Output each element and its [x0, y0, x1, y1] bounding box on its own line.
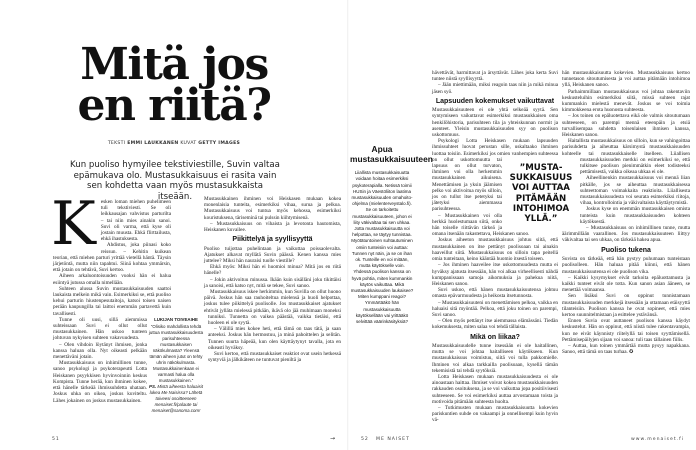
- paragraph: – Jos ihminen haaveilee itse uskottomuudesta mutta ei hyväksy ajatusta itsessään, hän voi alkaa virheellisesti nähdä kumppanissaan samoja aikomuksia ja pahekua niitä, Heiskanen sanoo.: [432, 262, 558, 287]
- paragraph: – Välillä mies kokee heti, että tämä on taas tätä, ja saan anteeksi. Joskus hän hermostuu, ja minä pahoittelen ja selitän. Tunnen suurta häpeää, kun olen käyttäytynyt tavalla, jota en oikeasti hyväksy.: [208, 326, 341, 351]
- paragraph: esken loman miehen puhelimeen tuli tekstiviesti. Se oli leikkausajan vahvistus parturilta – tai niin mies ainakin sanoi. Suvi oli varma, että kyse oli jostain muusta. Ehkä flirttailusta, ehkä ihastuksesta.: [100, 199, 171, 243]
- page-number-right: 52: [361, 437, 369, 442]
- paragraph: Haitallista mustasukkaisuus on silloin, kun se vahingoittaa parisuhdetta ja aiheuttaa kärsimystä mustasukkaisuuden kohteelle tai mustasukkaiselle itselleen. Liiallisen mustasukkaisuuden merkki on esimerkiksi se, että tulkitsee puolison pienimmätkin eleet todisteeksi pettämisestä, vaikka oikeaa uhkaa ei ole.: [562, 138, 690, 176]
- paragraph: Joskus kyse on enemmän mustasukkaisen omista tunteista kuin mustasukkaisuuden kohteen käytöksestä.: [580, 206, 690, 225]
- paragraph: Puoliso tuijottaa puhelintaan ja vaikuttaa poissaolevalta. Ajatukset alkavat myllätä Suvin päässä. Kenen kanssa mies juttelee? Miksi hän nauraisi tuolle viestille?: [204, 245, 341, 265]
- pull-quote: ”MUSTA-SUKKAISUUS VOI AUTTAA PITÄMÄÄN INTOHIMOA YLLÄ.”: [509, 163, 573, 225]
- end-mark-icon: ✪: [629, 349, 634, 356]
- byline: [0, 141, 348, 146]
- author: EMMI LAUKKANEN: [127, 141, 179, 146]
- callout-ps: Mistä aiheesta haluaisit lukea Me Naisissa? Lähetä toiveesi osoitteeseen menaiset.fi/palaute tai menaiset@sanoma.com!: [149, 384, 203, 413]
- help-sidebar: [350, 144, 433, 325]
- paragraph: – Olen vihdoin löytänyt ihmisen, jonka kanssa haluan olla. Nyt oikeasti pelkään menettäväni jotain.: [53, 341, 147, 361]
- subheading: Puoliso tukena: [601, 246, 651, 254]
- paragraph: Ennen Suvia ovat auttaneet puolison kanssa käydyt keskustelut. Hän on oppinut, että niistä tulee rakentavampia, kun ne eivät käynnisty riitelyllä tai toisen syyttämisellä. Pettämisepäilyjen sijaan voi sanoa: tuli taas tällainen fiilis.: [562, 318, 690, 343]
- ps-label: PS.: [149, 384, 157, 389]
- subheading: Mikä on liikaa?: [470, 333, 520, 341]
- paragraph: Mustasukkainen ihminen voi Heiskasen mukaan kokea monenlaisia tunteita, esimerkiksi vihaa, surua ja pelkoa. Mustasukkaisuus voi tuntua myös kehossa, esimerkiksi kouristuksena, täriseminä tai pulssin kiihtymisenä.: [204, 196, 341, 221]
- gutter: [347, 0, 349, 450]
- paragraph: – Kaikki kysymykset eivät tarkoita epäluottamusta ja kaikki tunteet eivät ole totta. Kun sanon asian ääneen, se menettää voimaansa.: [562, 274, 690, 294]
- subheading: Piikittelyä ja syyllisyyttä: [232, 236, 313, 244]
- paragraph: Suhteen alussa Suvin mustasukkaisuuden saattoi laukaista melkein mikä vain. Esimerkiksi se, että puoliso kehui parturin hiustenpesutaitoja, katsoi toisen naisen perään kaupungilla tai laittoi enemmän partavettä kuin tavallisesti.: [53, 285, 171, 317]
- byline-photo-label: KUVAT: [180, 141, 197, 146]
- paragraph: – Jos toinen on epäluotettava eikä ole valmis sitoutumaan suhteeseen, on parempi mennä eteenpäin ja etsiä turvallisempaa suhdetta toisenlaisen ihmisen kanssa, Heiskanen sanoo.: [562, 113, 690, 139]
- paragraph: Mustasukkaisuuteen ei ole yhtä selkeää syytä. Sen syntymiseen vaikuttavat esimerkiksi mustasukkaisen oma henkilöhistoria, parisuhteen tila ja yhteiskunnan normit ja asenteet. Yleisin mustasukkaisuuden syy on puolison uskottomuus.: [432, 107, 558, 139]
- magazine-name: ME NAISET: [376, 437, 410, 442]
- paragraph: Psykologi Lotta Heiskasen mukaan lapsuuden ihmissuhteet luovat perustan sille, uskaltaako ihminen luottaa toisiin. Esimerkiksi jos omien vanhempien suhteessa on ollut uskottomuutta tai lapsuus on ollut turvaton, ihminen voi olla herkemmin mustasukkainen aikuisena. Menettämisen ja yksin jäämisen pelko voi aktivoitua myös silloin, jos on tullut itse petetyksi tai jätetyksi aiemmassa parisuhteessa.: [432, 138, 558, 213]
- paragraph: Aiheen arkaluontoisuuden vuoksi hän ei halua esiintyä jutussa omalla nimellään.: [53, 273, 171, 286]
- paragraph: – Mustasukkaisuus on vihaista ja levotonta hautomista, Heiskanen kuvailee.: [204, 220, 341, 234]
- paragraph: – Mustasukkainen voi olla herkkä huolestumaan siitä, onko hän toiselle riittävän tärkeä ja omana itsenään rakastettava, Heiskanen sanoo.: [432, 212, 530, 238]
- paragraph: Lotta Heiskasen mukaan mustasukkaisuudesta ei ole ainoastaan haittaa. Ihmiset voivat kokea mustasukkaisuuden rakkauden osoituksena, ja se voi vaikuttaa jopa positiivisesti suhteeseen. Se voi esimerkiksi auttaa arvostamaan toista ja motivoida pitämään suhteesta huolta.: [432, 373, 558, 405]
- paragraph: – Mustasukkaisuuteni on menettämisen pelkoa, vaikka en haluaisi sitä myöntää. Pelkoa, että joku toinen on parempi, Suvi sanoo.: [432, 299, 558, 318]
- sidebar-title: Apua mustasukkaisuuteen: [350, 144, 433, 164]
- sidebar-body: Liiallista mustasukkaisuutta voidaan hoitaa esimerkiksi psykoterapialla. Netissä toimii HUSin ja Väestöliiton laatima mustasukkaisuuden omahoito-ohjelma (mielenterveystalo.fi). Se on tarkoitettu mustasukkaisuuteen, johon ei liity väkivaltaa tai sen uhkaa. Jotta mustasukkaisuutta voi helpottaa, se täytyy tunnistaa. Myötätuntoinen suhtautuminen omiin tunteisiin voi auttaa: Tunnen nyt näin, ja se on ihan ok. Tunteille en voi mitään, mutta käytökselle voin. Yhdessä puolison kanssa on hyvä pohtia, miten kummankin käytös vaikuttaa. Mikä mustasukkaisuuden laukaisee? Miten kumppani reagoi? Ymmärtääkö hän mustasukkaisuutta käytöksellään vai yrittääkö selvittää väärinkäsityksiä?: [350, 170, 414, 325]
- paragraph: Parhaimmillaan mustasukkaisuus voi johtaa rakentaviin keskusteluihin esimerkiksi siitä, missä suhteen rajat kummankin mielestä menevät. Joskus se voi toimia kimmokkeena erota huonosta suhteesta.: [562, 88, 690, 114]
- paragraph: hävettävät, harmittavat ja ärsyttävät. Lähes joka kerta Suvi tuntee niistä syyllisyyttä.: [432, 70, 558, 83]
- paragraph: Joskus aiheeton mustasukkaisuus johtuu siitä, että mustasukkainen on itse pettänyt puolisoaan tai ainakin haaveillut siitä. Mustasukkaisuus on silloin tapa peitellä omia tunteitaan, keino kääntää huomio itsestä toiseen.: [432, 237, 558, 263]
- paragraph: Sen lisäksi Suvi on oppinut tunnistamaan mustasukkaisuuden merkkejä itsessään ja ottamaan etäisyyttä tilanteisiin. Puolison kanssa he ovat sopineet, että mies kertoo suunnitelmistaan ja esittelee ystävänsä.: [562, 293, 690, 318]
- paragraph: – Auttaa, kun toinen ymmärtää mutta pysyy napakkana. Sanoo, että tämä on taas turhaa.: [562, 342, 690, 356]
- continue-arrow: →: [330, 435, 336, 442]
- paragraph: – Tutkimusten mukaan mustasukkaisuutta kokevien pariskuntien suhde on vakaampi ja onnellisempi kuin hyvin vä-: [432, 404, 558, 424]
- page-number-left: 51: [52, 437, 60, 442]
- paragraph: Ehkä myös: Miksi hän ei huomioi minua? Mitä jos en riitä hänelle?: [204, 264, 341, 277]
- paragraph: – Olen myös pettänyt itse aiemmassa elämässäni. Tiedän kokemuksesta, miten salaa voi tehdä tällaista.: [432, 318, 558, 331]
- subheading: Lapsuuden kokemukset vaikuttavat: [435, 97, 555, 105]
- article-column-4: [562, 70, 690, 355]
- drop-cap: K: [51, 189, 96, 259]
- photo-credit: GETTY IMAGES: [198, 141, 241, 146]
- callout-quote: ”Olisiko mahdollista tehdä juttua mustasukkaisuudesta parisuhteessa mustasukkaisen näkökulmasta? Yleensä tämän aiheen jutut on tehty uhrin näkökulmasta. Mustasukkainenkaan ei varmasti halua olla mustasukkainen.”: [148, 324, 204, 383]
- paragraph: Suvi uskoo, että hänen mustasukkaisuutensa johtuu omasta epävarmuudesta ja heikosta itsetunnosta.: [432, 287, 558, 300]
- paragraph: Aiheellinenkin mustasukkaisuus voi mennä liian pitkälle, jos se aiheuttaa mustasukkaisessa suhteettoman voimakkaita reaktioita. Liiallisesta mustasukkaisuudesta voi seurata esimerkiksi riitoja, vihaa, kontrollointia ja väkivaltaista käyttäytymistä.: [580, 175, 690, 207]
- paragraph: Mustasukkaisuus iskee herkimmin, kun Suvilla on ollut huono päivä. Joskus hän saa rauhoiteltua mielensä ja huoli helpottaa, joskus tulee piikittelyä puolisolle. Jos mustasukkaiset ajatukset ehtivät jylläta mielessä pitkään, ikävä olo jää muhimaan moneksi tunniksi. Tunnetta on vaikea päästää, vaikka tietäisi, että huoleen ei ole syytä.: [204, 289, 341, 327]
- website: www.menaiset.fi: [631, 437, 684, 442]
- callout-heading: LUKIJAN TOIVEAIHE: [154, 317, 198, 322]
- paragraph: – Jokin aktivoituu minussa. Ikään kuin sisälläni joku tikittäisi ja sanoisi, että katso nyt, mitä se tekee, Suvi sanoo.: [204, 276, 341, 289]
- headline-line-1: Mitä jos: [80, 39, 268, 90]
- article-column-2: [204, 196, 341, 434]
- headline: [0, 39, 348, 131]
- paragraph: Ahdistus, joka piinasi koko reissun. – Kehitin kuikean teorian, että miehen parturi yrittää vietellä häntä. Täysin järjetöntä, mutta niin tapahtui. Siinä kohtaa ymmärsin, että jotain on tehtävä, Suvi kertoo.: [53, 242, 171, 274]
- paragraph: – Mustasukkaisuus on inhimillinen tunne, mutta äärimmillään vaarallinen. Jos mustasukkaisuuteen liittyy väkivaltaa tai sen uhkaa, on tärkeää hakea apua.: [562, 225, 690, 244]
- paragraph: Tunne oli uusi, sillä aiemmissa suhteissaan Suvi ei ollut ollut mustasukkainen. Hän uskoo tunteen johtuvan nykyisen suhteen vakavuudesta.: [53, 316, 147, 342]
- byline-text-label: TEKSTI: [107, 141, 126, 146]
- paragraph: – Jään miettimään, miksi reagoin taas niin ja mikä minua jäsen syö.: [432, 82, 558, 95]
- lede: Kun puoliso hymyilee tekstiviestille, Suvin valtaa epämukava olo. Mustasukkaisuus ei rasita vain sen kohdetta vaan myös mustasukkaista itseään.: [70, 160, 280, 202]
- paragraph: Mustasukkaisuudelle tunne itsessään ei ole haitallinen, mutta se voi johtaa haitalliseen käytökseen. Kun mustasukkaisuus voimistuu, siitä voi tulla pakkomielle. Ihminen voi alkaa tarkkailla puolisoaan, kysellä tämän tekemisistä tai tehdä syytöksiä.: [432, 342, 558, 374]
- headline-line-2: en riitä?: [77, 80, 271, 131]
- reader-request-box: [148, 317, 204, 414]
- paragraph: hän mustasukkaisuutta kokevien. Mustasukkaisuus kertoo tunnetason sitoutumisesta ja voi auttaa pitämään intohimoa yllä, Heiskanen sanoo.: [562, 70, 690, 89]
- paragraph: Suvista on tärkeää, että hän pystyy puhumaan tunteistaan puolisolleen. Hän haluaa pitää kiinni, että hänen mustasukkaisuutensa ei ole puolison vika.: [562, 256, 690, 275]
- paragraph: Mustasukkaisuus on inhimillinen tunne, sanoo psykologi ja psykoterapeutti Lotta Heiskanen psyykkisen hyvinvoinnin keskus Kompista. Tunne herää, kun ihminen kokee, että hänelle tärkeää ihmissuhdetta uhataan. Joskus uhka on oikea, joskus kuviteltu. Lähes jokainen on joskus mustasukkainen.: [53, 360, 147, 404]
- article-column-3: [432, 70, 558, 424]
- paragraph: Suvi kertoo, että mustasukkaiset reaktiot ovat usein hetkessä syntyviä ja jälkikäteen ne tuntuvat pieniltä ja: [208, 351, 341, 364]
